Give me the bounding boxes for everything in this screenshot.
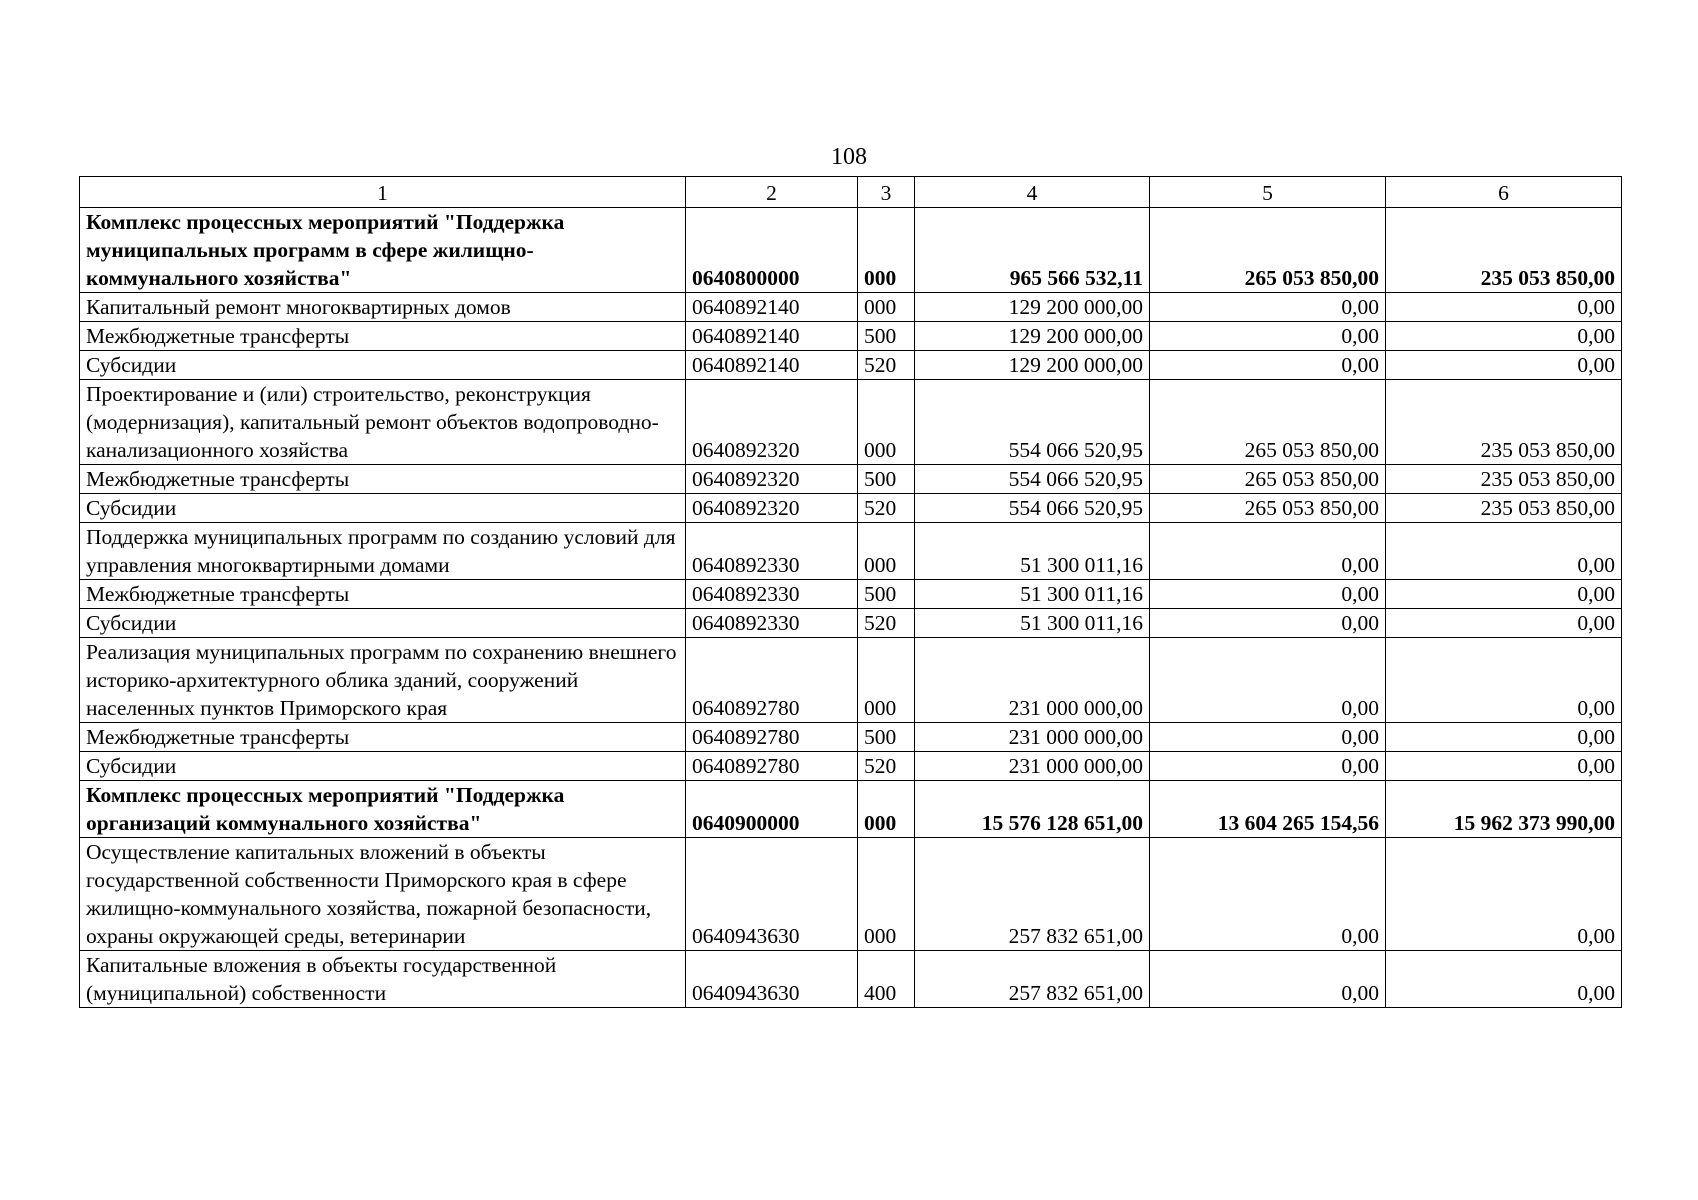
expense-type: 000 (858, 638, 915, 723)
expense-type: 520 (858, 351, 915, 380)
amount-col6: 235 053 850,00 (1386, 208, 1622, 293)
amount-col5: 0,00 (1150, 951, 1386, 1008)
target-code: 0640943630 (686, 951, 858, 1008)
amount-col4: 51 300 011,16 (915, 523, 1150, 580)
expense-type: 520 (858, 494, 915, 523)
table-row (80, 465, 1622, 494)
item-name: Субсидии (80, 609, 686, 638)
column-header: 2 (686, 177, 858, 208)
amount-col6: 235 053 850,00 (1386, 380, 1622, 465)
item-name: Межбюджетные трансферты (80, 322, 686, 351)
amount-col5: 0,00 (1150, 580, 1386, 609)
expense-type: 000 (858, 523, 915, 580)
amount-col5: 265 053 850,00 (1150, 208, 1386, 293)
expense-type: 500 (858, 322, 915, 351)
amount-col5: 0,00 (1150, 351, 1386, 380)
target-code: 0640892330 (686, 609, 858, 638)
target-code: 0640892320 (686, 380, 858, 465)
item-name: Субсидии (80, 351, 686, 380)
expense-type: 000 (858, 208, 915, 293)
target-code: 0640892140 (686, 322, 858, 351)
table-row (80, 208, 1622, 293)
expense-type: 500 (858, 723, 915, 752)
amount-col4: 554 066 520,95 (915, 494, 1150, 523)
item-name: Поддержка муниципальных программ по созданию условий для управления многоквартирными домами (80, 523, 686, 580)
expense-type: 500 (858, 580, 915, 609)
amount-col4: 231 000 000,00 (915, 752, 1150, 781)
column-header: 6 (1386, 177, 1622, 208)
amount-col4: 129 200 000,00 (915, 351, 1150, 380)
amount-col5: 0,00 (1150, 322, 1386, 351)
item-name: Проектирование и (или) строительство, реконструкция (модернизация), капитальный ремонт объектов водопроводно-канализационного хозяйства (80, 380, 686, 465)
amount-col5: 13 604 265 154,56 (1150, 781, 1386, 838)
amount-col4: 51 300 011,16 (915, 609, 1150, 638)
target-code: 0640892780 (686, 638, 858, 723)
amount-col4: 257 832 651,00 (915, 951, 1150, 1008)
amount-col6: 0,00 (1386, 752, 1622, 781)
table-row (80, 638, 1622, 723)
amount-col6: 0,00 (1386, 293, 1622, 322)
expense-type: 520 (858, 752, 915, 781)
target-code: 0640892330 (686, 523, 858, 580)
item-name: Комплекс процессных мероприятий "Поддержка муниципальных программ в сфере жилищно-коммунального хозяйства" (80, 208, 686, 293)
table-row (80, 580, 1622, 609)
expense-type: 400 (858, 951, 915, 1008)
amount-col5: 0,00 (1150, 752, 1386, 781)
expense-type: 500 (858, 465, 915, 494)
item-name: Межбюджетные трансферты (80, 465, 686, 494)
amount-col4: 51 300 011,16 (915, 580, 1150, 609)
amount-col6: 0,00 (1386, 638, 1622, 723)
item-name: Межбюджетные трансферты (80, 580, 686, 609)
amount-col6: 0,00 (1386, 322, 1622, 351)
item-name: Капитальные вложения в объекты государственной (муниципальной) собственности (80, 951, 686, 1008)
expense-type: 000 (858, 781, 915, 838)
budget-table (79, 176, 1622, 1008)
target-code: 0640892320 (686, 465, 858, 494)
amount-col5: 0,00 (1150, 523, 1386, 580)
amount-col6: 235 053 850,00 (1386, 494, 1622, 523)
amount-col6: 0,00 (1386, 609, 1622, 638)
amount-col4: 554 066 520,95 (915, 380, 1150, 465)
amount-col4: 129 200 000,00 (915, 322, 1150, 351)
target-code: 0640892780 (686, 723, 858, 752)
amount-col5: 265 053 850,00 (1150, 465, 1386, 494)
amount-col4: 965 566 532,11 (915, 208, 1150, 293)
target-code: 0640900000 (686, 781, 858, 838)
column-header: 4 (915, 177, 1150, 208)
expense-type: 520 (858, 609, 915, 638)
amount-col4: 257 832 651,00 (915, 838, 1150, 951)
table-row (80, 351, 1622, 380)
target-code: 0640892140 (686, 293, 858, 322)
column-header: 1 (80, 177, 686, 208)
amount-col6: 0,00 (1386, 351, 1622, 380)
target-code: 0640892780 (686, 752, 858, 781)
target-code: 0640892330 (686, 580, 858, 609)
item-name: Субсидии (80, 752, 686, 781)
expense-type: 000 (858, 838, 915, 951)
amount-col5: 0,00 (1150, 838, 1386, 951)
page-number: 108 (831, 144, 867, 170)
amount-col4: 231 000 000,00 (915, 723, 1150, 752)
amount-col4: 231 000 000,00 (915, 638, 1150, 723)
table-row (80, 752, 1622, 781)
amount-col6: 0,00 (1386, 523, 1622, 580)
table-row (80, 494, 1622, 523)
amount-col6: 0,00 (1386, 951, 1622, 1008)
amount-col5: 0,00 (1150, 638, 1386, 723)
amount-col5: 0,00 (1150, 723, 1386, 752)
expense-type: 000 (858, 380, 915, 465)
table-row (80, 293, 1622, 322)
table-row (80, 838, 1622, 951)
amount-col5: 265 053 850,00 (1150, 380, 1386, 465)
amount-col6: 0,00 (1386, 838, 1622, 951)
target-code: 0640943630 (686, 838, 858, 951)
expense-type: 000 (858, 293, 915, 322)
column-header: 3 (858, 177, 915, 208)
amount-col6: 0,00 (1386, 723, 1622, 752)
amount-col4: 15 576 128 651,00 (915, 781, 1150, 838)
target-code: 0640892140 (686, 351, 858, 380)
table-row (80, 322, 1622, 351)
target-code: 0640800000 (686, 208, 858, 293)
table-row (80, 723, 1622, 752)
item-name: Осуществление капитальных вложений в объекты государственной собственности Приморского края в сфере жилищно-коммунального хозяйства, пожарной безопасности, охраны окружающей среды, ветеринарии (80, 838, 686, 951)
item-name: Комплекс процессных мероприятий "Поддержка организаций коммунального хозяйства" (80, 781, 686, 838)
item-name: Межбюджетные трансферты (80, 723, 686, 752)
item-name: Субсидии (80, 494, 686, 523)
table-row (80, 781, 1622, 838)
amount-col6: 15 962 373 990,00 (1386, 781, 1622, 838)
column-number-row (80, 177, 1622, 208)
amount-col5: 265 053 850,00 (1150, 494, 1386, 523)
amount-col4: 554 066 520,95 (915, 465, 1150, 494)
column-header: 5 (1150, 177, 1386, 208)
table-row (80, 951, 1622, 1008)
amount-col5: 0,00 (1150, 609, 1386, 638)
amount-col5: 0,00 (1150, 293, 1386, 322)
table-row (80, 380, 1622, 465)
amount-col4: 129 200 000,00 (915, 293, 1150, 322)
table-row (80, 523, 1622, 580)
target-code: 0640892320 (686, 494, 858, 523)
item-name: Реализация муниципальных программ по сохранению внешнего историко-архитектурного облика зданий, сооружений населенных пунктов Приморского края (80, 638, 686, 723)
table-row (80, 609, 1622, 638)
item-name: Капитальный ремонт многоквартирных домов (80, 293, 686, 322)
amount-col6: 0,00 (1386, 580, 1622, 609)
amount-col6: 235 053 850,00 (1386, 465, 1622, 494)
